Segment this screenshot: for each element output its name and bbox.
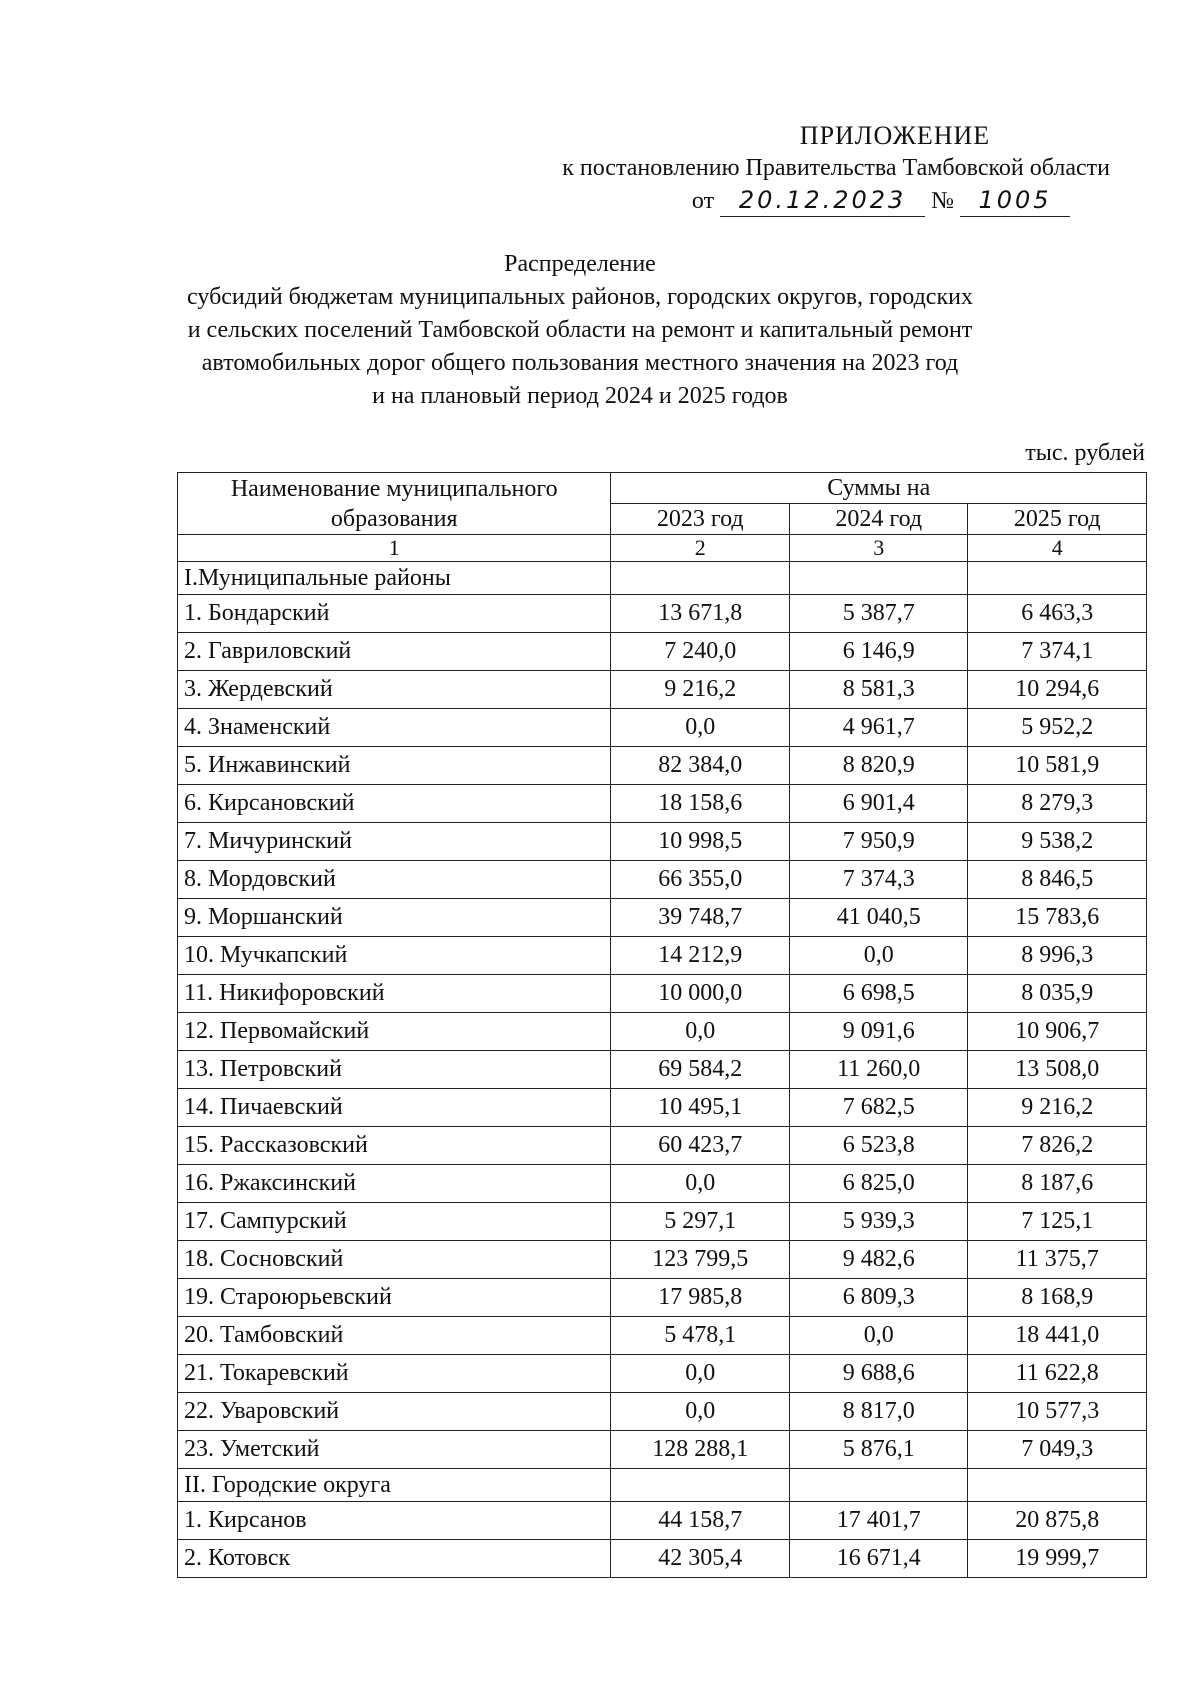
value-2025: 8 035,9	[968, 975, 1147, 1013]
municipality-name: 11. Никифоровский	[178, 975, 611, 1013]
value-2025: 18 441,0	[968, 1317, 1147, 1355]
column-header-2024: 2024 год	[789, 504, 968, 535]
value-2025: 10 577,3	[968, 1393, 1147, 1431]
table-row	[178, 861, 1147, 899]
value-2025: 19 999,7	[968, 1540, 1147, 1578]
subsidy-table	[177, 472, 1147, 1578]
value-2024: 6 825,0	[789, 1165, 968, 1203]
value-2023: 82 384,0	[611, 747, 790, 785]
section-title: II. Городские округа	[178, 1469, 611, 1502]
municipality-name: 5. Инжавинский	[178, 747, 611, 785]
value-2023: 18 158,6	[611, 785, 790, 823]
table-row	[178, 1540, 1147, 1578]
value-2024: 17 401,7	[789, 1502, 968, 1540]
value-2025: 11 622,8	[968, 1355, 1147, 1393]
value-2025: 8 187,6	[968, 1165, 1147, 1203]
value-2023: 66 355,0	[611, 861, 790, 899]
value-2024: 6 146,9	[789, 633, 968, 671]
column-number: 3	[789, 535, 968, 562]
table-row	[178, 1127, 1147, 1165]
table-row	[178, 785, 1147, 823]
appendix-title: ПРИЛОЖЕНИЕ	[799, 121, 991, 150]
value-2024: 0,0	[789, 1317, 968, 1355]
value-2024: 7 374,3	[789, 861, 968, 899]
number-prefix: №	[931, 188, 954, 214]
value-2025: 15 783,6	[968, 899, 1147, 937]
value-2024: 9 688,6	[789, 1355, 968, 1393]
section-row	[178, 1469, 1147, 1502]
table-body	[178, 562, 1147, 1578]
value-2024: 6 901,4	[789, 785, 968, 823]
table-row	[178, 747, 1147, 785]
value-2023: 0,0	[611, 1393, 790, 1431]
value-2024: 5 387,7	[789, 595, 968, 633]
value-2023: 14 212,9	[611, 937, 790, 975]
table-row	[178, 1393, 1147, 1431]
value-2023: 0,0	[611, 1165, 790, 1203]
appendix-reference: к постановлению Правительства Тамбовской области	[562, 155, 1110, 181]
value-2024: 41 040,5	[789, 899, 968, 937]
municipality-name: 2. Гавриловский	[178, 633, 611, 671]
municipality-name: 12. Первомайский	[178, 1013, 611, 1051]
value-2023: 10 998,5	[611, 823, 790, 861]
municipality-name: 16. Ржаксинский	[178, 1165, 611, 1203]
value-2023: 44 158,7	[611, 1502, 790, 1540]
title-line-4: автомобильных дорог общего пользования местного значения на 2023 год	[201, 350, 959, 376]
value-2023: 60 423,7	[611, 1127, 790, 1165]
municipality-name: 21. Токаревский	[178, 1355, 611, 1393]
municipality-name: 6. Кирсановский	[178, 785, 611, 823]
value-2024: 9 482,6	[789, 1241, 968, 1279]
value-2025: 7 826,2	[968, 1127, 1147, 1165]
value-2023: 7 240,0	[611, 633, 790, 671]
municipality-name: 20. Тамбовский	[178, 1317, 611, 1355]
column-number: 4	[968, 535, 1147, 562]
table-row	[178, 1203, 1147, 1241]
value-2024: 16 671,4	[789, 1540, 968, 1578]
table-row	[178, 823, 1147, 861]
municipality-name: 15. Рассказовский	[178, 1127, 611, 1165]
table-row	[178, 1279, 1147, 1317]
value-2023: 13 671,8	[611, 595, 790, 633]
column-header-2023: 2023 год	[611, 504, 790, 535]
empty-cell	[968, 562, 1147, 595]
table-row	[178, 899, 1147, 937]
municipality-name: 23. Уметский	[178, 1431, 611, 1469]
value-2025: 9 538,2	[968, 823, 1147, 861]
table-row	[178, 1431, 1147, 1469]
appendix-header	[470, 120, 1110, 217]
municipality-name: 18. Сосновский	[178, 1241, 611, 1279]
municipality-name: 10. Мучкапский	[178, 937, 611, 975]
value-2023: 128 288,1	[611, 1431, 790, 1469]
document-title	[150, 248, 1010, 413]
value-2023: 69 584,2	[611, 1051, 790, 1089]
value-2024: 7 682,5	[789, 1089, 968, 1127]
handwritten-date: 20.12.2023	[720, 184, 925, 217]
value-2025: 6 463,3	[968, 595, 1147, 633]
value-2023: 10 495,1	[611, 1089, 790, 1127]
municipality-name: 17. Сампурский	[178, 1203, 611, 1241]
value-2024: 4 961,7	[789, 709, 968, 747]
value-2025: 5 952,2	[968, 709, 1147, 747]
municipality-name: 2. Котовск	[178, 1540, 611, 1578]
municipality-name: 14. Пичаевский	[178, 1089, 611, 1127]
date-prefix: от	[691, 188, 715, 214]
value-2023: 0,0	[611, 1013, 790, 1051]
value-2025: 8 168,9	[968, 1279, 1147, 1317]
municipality-name: 13. Петровский	[178, 1051, 611, 1089]
value-2024: 5 876,1	[789, 1431, 968, 1469]
column-number: 2	[611, 535, 790, 562]
municipality-name: 9. Моршанский	[178, 899, 611, 937]
column-number: 1	[178, 535, 611, 562]
value-2024: 6 523,8	[789, 1127, 968, 1165]
title-line-2: субсидий бюджетам муниципальных районов, городских округов, городских	[187, 284, 973, 310]
value-2025: 7 125,1	[968, 1203, 1147, 1241]
title-line-5: и на плановый период 2024 и 2025 годов	[372, 383, 788, 409]
value-2025: 13 508,0	[968, 1051, 1147, 1089]
value-2024: 9 091,6	[789, 1013, 968, 1051]
value-2023: 17 985,8	[611, 1279, 790, 1317]
table-row	[178, 1165, 1147, 1203]
municipality-name: 1. Кирсанов	[178, 1502, 611, 1540]
table-row	[178, 1241, 1147, 1279]
value-2024: 6 809,3	[789, 1279, 968, 1317]
value-2025: 8 279,3	[968, 785, 1147, 823]
value-2024: 0,0	[789, 937, 968, 975]
table-row	[178, 975, 1147, 1013]
column-header-name: Наименование муниципального образования	[178, 473, 611, 535]
table-row	[178, 1089, 1147, 1127]
table-row	[178, 1355, 1147, 1393]
empty-cell	[789, 562, 968, 595]
appendix-date-line	[470, 184, 1110, 217]
empty-cell	[611, 562, 790, 595]
value-2024: 8 581,3	[789, 671, 968, 709]
table-row	[178, 1317, 1147, 1355]
value-2024: 7 950,9	[789, 823, 968, 861]
table-row	[178, 1013, 1147, 1051]
table-row	[178, 633, 1147, 671]
empty-cell	[968, 1469, 1147, 1502]
municipality-name: 8. Мордовский	[178, 861, 611, 899]
table-row	[178, 1051, 1147, 1089]
value-2023: 123 799,5	[611, 1241, 790, 1279]
value-2024: 6 698,5	[789, 975, 968, 1013]
value-2025: 10 906,7	[968, 1013, 1147, 1051]
municipality-name: 4. Знаменский	[178, 709, 611, 747]
value-2024: 8 817,0	[789, 1393, 968, 1431]
table-row	[178, 937, 1147, 975]
title-line-1: Распределение	[504, 251, 656, 277]
value-2025: 10 581,9	[968, 747, 1147, 785]
value-2023: 5 297,1	[611, 1203, 790, 1241]
value-2025: 7 374,1	[968, 633, 1147, 671]
table-row	[178, 671, 1147, 709]
section-title: I.Муниципальные районы	[178, 562, 611, 595]
title-line-3: и сельских поселений Тамбовской области на ремонт и капитальный ремонт	[187, 317, 973, 343]
municipality-name: 3. Жердевский	[178, 671, 611, 709]
value-2023: 5 478,1	[611, 1317, 790, 1355]
empty-cell	[611, 1469, 790, 1502]
value-2024: 11 260,0	[789, 1051, 968, 1089]
value-2025: 8 996,3	[968, 937, 1147, 975]
table-row	[178, 1502, 1147, 1540]
units-label: тыс. рублей	[1025, 440, 1145, 466]
table-row	[178, 709, 1147, 747]
value-2024: 5 939,3	[789, 1203, 968, 1241]
value-2025: 11 375,7	[968, 1241, 1147, 1279]
municipality-name: 7. Мичуринский	[178, 823, 611, 861]
section-row	[178, 562, 1147, 595]
value-2023: 42 305,4	[611, 1540, 790, 1578]
value-2025: 20 875,8	[968, 1502, 1147, 1540]
value-2025: 10 294,6	[968, 671, 1147, 709]
municipality-name: 19. Староюрьевский	[178, 1279, 611, 1317]
column-header-sums: Суммы на	[611, 473, 1147, 504]
column-header-2025: 2025 год	[968, 504, 1147, 535]
value-2024: 8 820,9	[789, 747, 968, 785]
value-2023: 0,0	[611, 1355, 790, 1393]
municipality-name: 1. Бондарский	[178, 595, 611, 633]
value-2025: 8 846,5	[968, 861, 1147, 899]
handwritten-number: 1005	[960, 184, 1070, 217]
value-2023: 9 216,2	[611, 671, 790, 709]
value-2023: 39 748,7	[611, 899, 790, 937]
municipality-name: 22. Уваровский	[178, 1393, 611, 1431]
value-2023: 10 000,0	[611, 975, 790, 1013]
empty-cell	[789, 1469, 968, 1502]
table-row	[178, 595, 1147, 633]
value-2025: 9 216,2	[968, 1089, 1147, 1127]
value-2025: 7 049,3	[968, 1431, 1147, 1469]
value-2023: 0,0	[611, 709, 790, 747]
